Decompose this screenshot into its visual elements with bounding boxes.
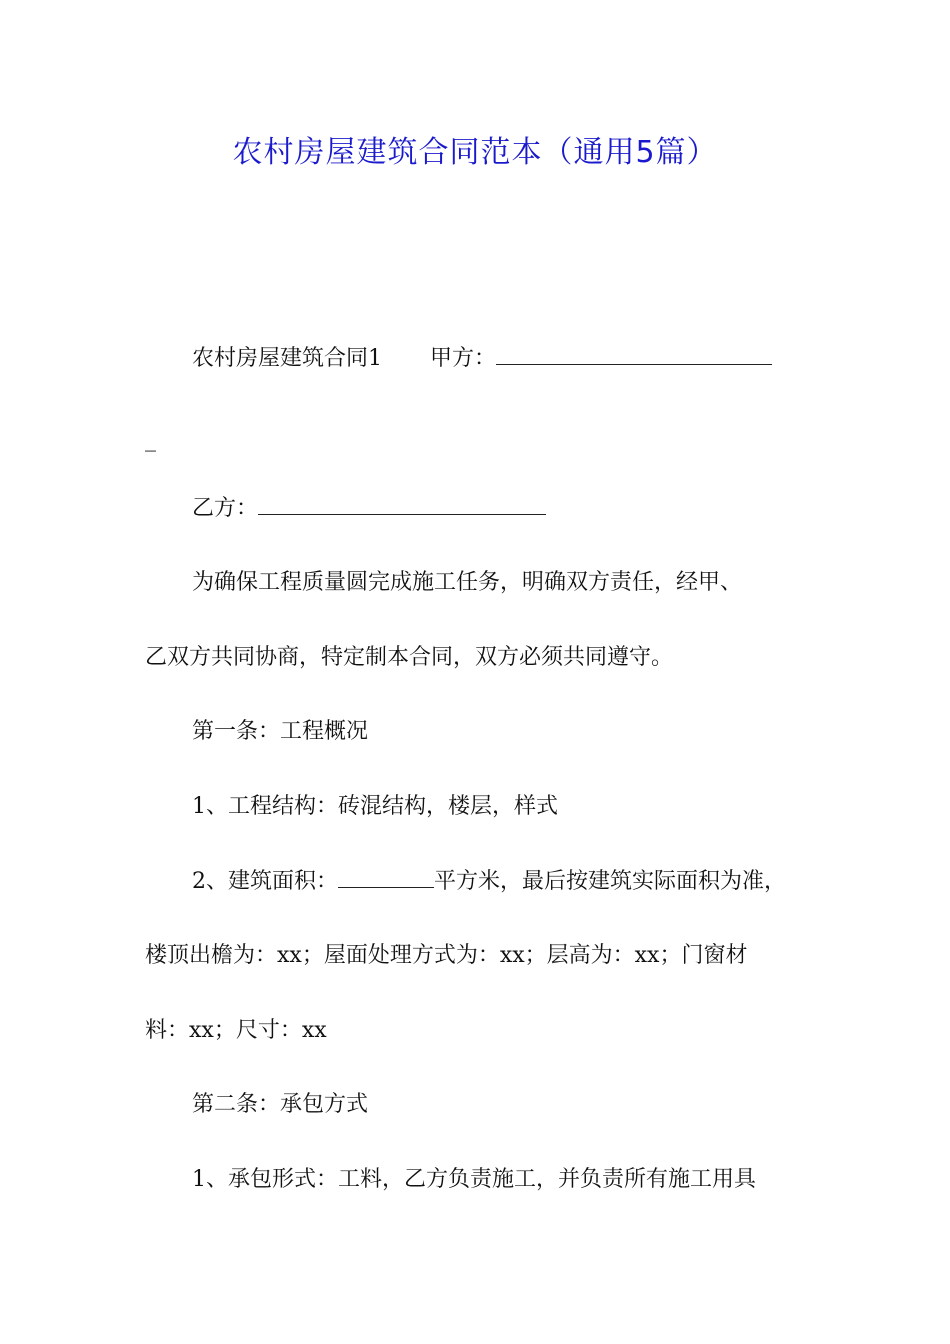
contract-heading-line (192, 344, 772, 374)
party-b-blank (258, 494, 546, 515)
party-a-tail: _ (145, 427, 156, 452)
party-a-label: 甲方： (430, 346, 497, 371)
party-b-label: 乙方： (192, 496, 259, 521)
article1-item1: 1、工程结构：砖混结构，楼层，样式 (192, 794, 558, 819)
contract-heading: 农村房屋建筑合同1 (192, 346, 382, 371)
article1-item2-prefix: 2、建筑面积： (192, 869, 338, 894)
party-b-line (192, 494, 546, 524)
intro-line-1: 为确保工程质量圆完成施工任务，明确双方责任，经甲、 (192, 570, 743, 595)
article1-item2-line2: 楼顶出檐为：xx；屋面处理方式为：xx；层高为：xx；门窗材 (145, 943, 748, 968)
intro-line-2: 乙双方共同协商，特定制本合同，双方必须共同遵守。 (145, 645, 674, 670)
document-title: 农村房屋建筑合同范本（通用5篇） (232, 135, 718, 170)
party-a-blank (496, 344, 772, 365)
article1-heading: 第一条：工程概况 (192, 719, 369, 744)
article2-item1: 1、承包形式：工料，乙方负责施工，并负责所有施工用具 (192, 1167, 756, 1192)
article1-item2-line3: 料：xx；尺寸：xx (145, 1018, 327, 1043)
area-blank (338, 867, 434, 888)
article1-item2-line1 (192, 867, 786, 897)
article2-heading: 第二条：承包方式 (192, 1092, 369, 1117)
article1-item2-suffix: 平方米，最后按建筑实际面积为准， (434, 869, 787, 894)
